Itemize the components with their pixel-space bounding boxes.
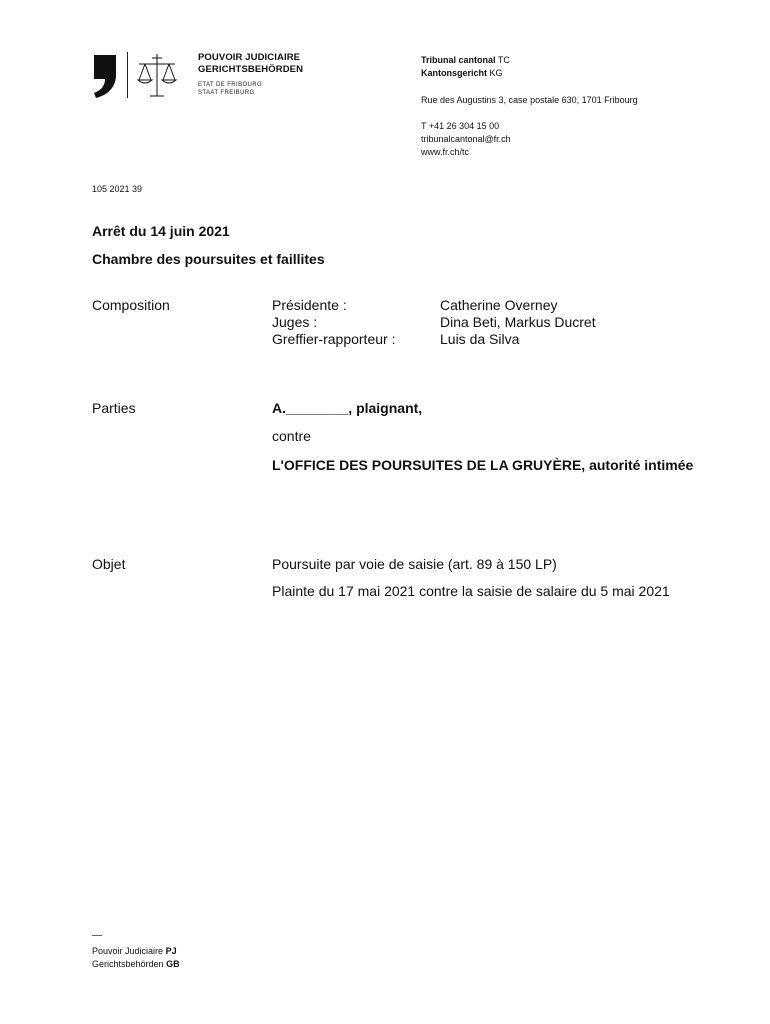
subject-line-1: Poursuite par voie de saisie (art. 89 à 150 LP) bbox=[272, 556, 557, 572]
fribourg-comma-logo-icon bbox=[92, 53, 118, 99]
plaintiff: A.________, plaignant, bbox=[272, 400, 423, 416]
org-name-de: GERICHTSBEHÖRDEN bbox=[198, 64, 304, 75]
logo-divider bbox=[127, 52, 128, 98]
court-email[interactable]: tribunalcantonal@fr.ch bbox=[421, 134, 511, 144]
court-address: Rue des Augustins 3, case postale 630, 1701 Fribourg bbox=[421, 95, 638, 105]
footer-dash: — bbox=[92, 930, 102, 941]
composition-label: Composition bbox=[92, 297, 170, 313]
subject-label: Objet bbox=[92, 556, 126, 572]
role-label: Juges : bbox=[272, 314, 318, 330]
court-website[interactable]: www.fr.ch/tc bbox=[421, 147, 470, 157]
court-name-de: Kantonsgericht KG bbox=[421, 68, 503, 78]
respondent: L'OFFICE DES POURSUITES DE LA GRUYÈRE, autorité intimée bbox=[272, 457, 694, 473]
role-label: Greffier-rapporteur : bbox=[272, 331, 396, 347]
role-name: Dina Beti, Markus Ducret bbox=[440, 314, 596, 330]
footer-line-de: Gerichtsbehörden GB bbox=[92, 959, 180, 969]
role-name: Catherine Overney bbox=[440, 297, 558, 313]
versus: contre bbox=[272, 428, 311, 444]
state-name-de: STAAT FREIBURG bbox=[198, 90, 255, 96]
decision-title: Arrêt du 14 juin 2021 bbox=[92, 223, 230, 239]
case-reference: 105 2021 39 bbox=[92, 184, 143, 194]
state-name-fr: ETAT DE FRIBOURG bbox=[198, 82, 263, 88]
scales-of-justice-icon bbox=[136, 52, 178, 98]
parties-label: Parties bbox=[92, 400, 136, 416]
court-phone: T +41 26 304 15 00 bbox=[421, 121, 500, 131]
role-name: Luis da Silva bbox=[440, 331, 520, 347]
role-label: Présidente : bbox=[272, 297, 347, 313]
org-name-fr: POUVOIR JUDICIAIRE bbox=[198, 52, 301, 63]
subject-line-2: Plainte du 17 mai 2021 contre la saisie de salaire du 5 mai 2021 bbox=[272, 583, 670, 599]
footer-line-fr: Pouvoir Judiciaire PJ bbox=[92, 946, 177, 956]
court-name-fr: Tribunal cantonal TC bbox=[421, 55, 510, 65]
chamber-title: Chambre des poursuites et faillites bbox=[92, 251, 325, 267]
